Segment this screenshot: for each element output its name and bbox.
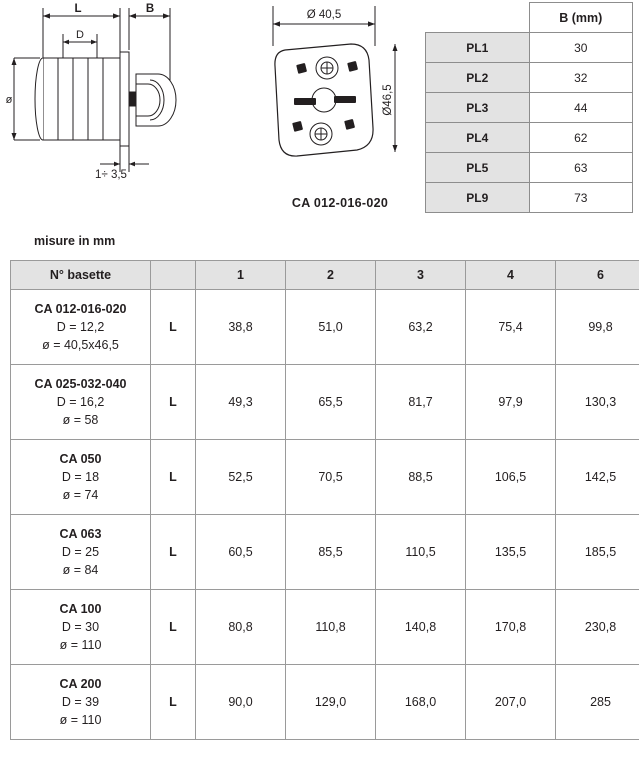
b-table-header-b: B (mm) [529, 3, 633, 33]
row-name-line1: CA 050 [59, 451, 102, 466]
table-row [426, 123, 633, 153]
row-name-cell [11, 365, 151, 440]
row-l-label: L [151, 515, 196, 590]
b-row-name: PL5 [426, 153, 530, 183]
header-col-2: 2 [286, 261, 376, 290]
row-name-line1: CA 025-032-040 [34, 376, 127, 391]
top-illustration-area [0, 0, 639, 222]
row-value-6: 99,8 [556, 290, 639, 365]
row-name-line2: D = 30 [61, 619, 100, 634]
row-name-cell [11, 590, 151, 665]
row-value-2: 70,5 [286, 440, 376, 515]
row-name-cell [11, 665, 151, 740]
b-table-header-blank [426, 3, 530, 33]
b-row-value: 32 [529, 63, 633, 93]
header-col-4: 4 [466, 261, 556, 290]
row-value-6: 142,5 [556, 440, 639, 515]
row-value-2: 65,5 [286, 365, 376, 440]
b-row-name: PL3 [426, 93, 530, 123]
table-row [426, 33, 633, 63]
row-value-3: 88,5 [376, 440, 466, 515]
row-value-4: 97,9 [466, 365, 556, 440]
header-col-1: 1 [196, 261, 286, 290]
row-value-3: 168,0 [376, 665, 466, 740]
b-row-name: PL4 [426, 123, 530, 153]
dim-diameter-label: ø [5, 94, 13, 106]
table-row [426, 63, 633, 93]
row-l-label: L [151, 590, 196, 665]
header-l [151, 261, 196, 290]
row-name-line2: D = 18 [61, 469, 100, 484]
b-row-value: 73 [529, 183, 633, 213]
table-row [426, 153, 633, 183]
row-l-label: L [151, 665, 196, 740]
row-value-3: 140,8 [376, 590, 466, 665]
b-dimension-table [425, 2, 633, 213]
row-value-2: 110,8 [286, 590, 376, 665]
side-view-drawing [0, 0, 255, 200]
table-row [426, 183, 633, 213]
row-value-6: 230,8 [556, 590, 639, 665]
row-name-cell [11, 515, 151, 590]
row-name-line3: ø = 84 [62, 563, 99, 578]
row-value-3: 110,5 [376, 515, 466, 590]
b-row-value: 30 [529, 33, 633, 63]
row-name-line2: D = 39 [61, 694, 100, 709]
table-row [11, 290, 639, 365]
row-name-line2: D = 16,2 [56, 394, 105, 409]
dim-B-label: B [145, 3, 155, 15]
row-name-cell [11, 290, 151, 365]
row-value-2: 51,0 [286, 290, 376, 365]
row-l-label: L [151, 440, 196, 515]
header-col-3: 3 [376, 261, 466, 290]
side-view-svg [0, 0, 255, 200]
row-value-1: 52,5 [196, 440, 286, 515]
row-name-line3: ø = 110 [59, 713, 102, 728]
row-name-line1: CA 063 [59, 526, 102, 541]
b-row-name: PL2 [426, 63, 530, 93]
row-value-1: 38,8 [196, 290, 286, 365]
front-view-drawing [255, 0, 420, 222]
row-name-line3: ø = 40,5x46,5 [42, 338, 119, 353]
row-value-4: 75,4 [466, 290, 556, 365]
row-value-2: 129,0 [286, 665, 376, 740]
row-value-3: 81,7 [376, 365, 466, 440]
row-value-6: 285 [556, 665, 639, 740]
b-row-value: 44 [529, 93, 633, 123]
row-value-2: 85,5 [286, 515, 376, 590]
front-view-caption: CA 012-016-020 [291, 196, 389, 210]
dim-inner-diameter-label: Ø46,5 [382, 84, 394, 116]
row-value-4: 170,8 [466, 590, 556, 665]
row-value-1: 90,0 [196, 665, 286, 740]
row-value-4: 207,0 [466, 665, 556, 740]
table-row [11, 440, 639, 515]
table-row [11, 665, 639, 740]
row-l-label: L [151, 290, 196, 365]
row-name-line1: CA 200 [59, 676, 102, 691]
b-row-value: 62 [529, 123, 633, 153]
row-value-1: 60,5 [196, 515, 286, 590]
row-l-label: L [151, 365, 196, 440]
row-value-1: 80,8 [196, 590, 286, 665]
row-name-line3: ø = 110 [59, 638, 102, 653]
row-value-4: 106,5 [466, 440, 556, 515]
row-value-3: 63,2 [376, 290, 466, 365]
b-row-name: PL1 [426, 33, 530, 63]
row-value-4: 135,5 [466, 515, 556, 590]
row-name-line3: ø = 74 [62, 488, 99, 503]
row-name-line3: ø = 58 [62, 413, 99, 428]
dimensions-table [10, 260, 639, 740]
table-header-row [11, 261, 639, 290]
dim-L-label: L [74, 3, 82, 15]
dim-bottom-label: 1÷ 3,5 [95, 169, 127, 181]
row-name-line1: CA 100 [59, 601, 102, 616]
row-name-cell [11, 440, 151, 515]
table-row [11, 515, 639, 590]
units-note: misure in mm [34, 234, 116, 248]
row-value-1: 49,3 [196, 365, 286, 440]
front-view-svg [255, 0, 420, 200]
dim-outer-diameter-label: Ø 40,5 [306, 9, 342, 21]
row-name-line1: CA 012-016-020 [34, 301, 127, 316]
header-basette: N° basette [11, 261, 151, 290]
table-row [11, 590, 639, 665]
row-name-line2: D = 12,2 [56, 319, 105, 334]
dim-D-label: D [76, 29, 84, 41]
header-col-6: 6 [556, 261, 639, 290]
row-value-6: 185,5 [556, 515, 639, 590]
table-header-row [426, 3, 633, 33]
b-row-name: PL9 [426, 183, 530, 213]
row-value-6: 130,3 [556, 365, 639, 440]
b-row-value: 63 [529, 153, 633, 183]
table-row [426, 93, 633, 123]
row-name-line2: D = 25 [61, 544, 100, 559]
table-row [11, 365, 639, 440]
